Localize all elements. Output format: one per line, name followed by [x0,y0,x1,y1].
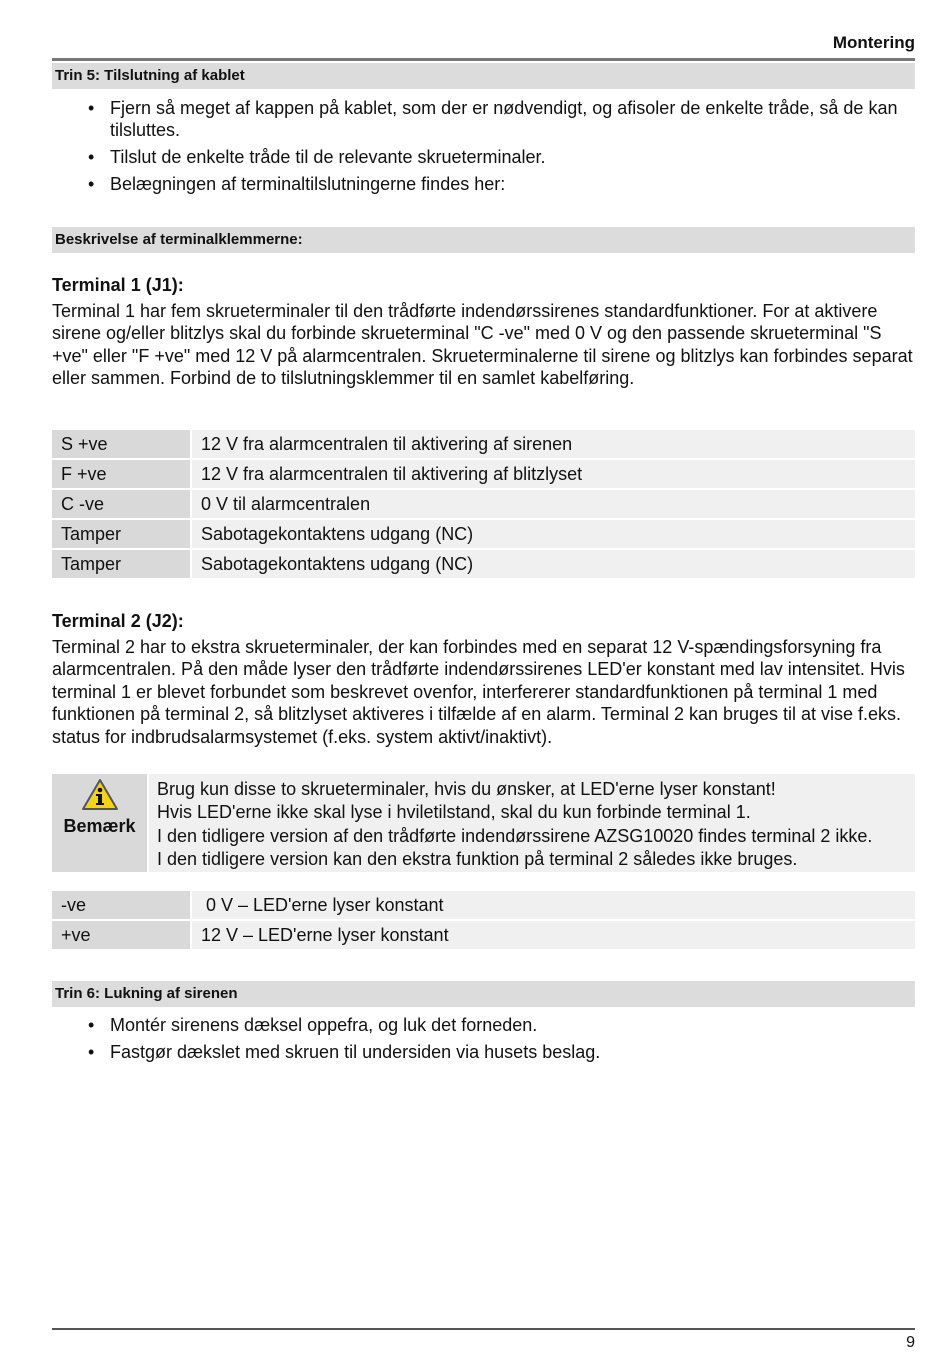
terminal-cell: Tamper [52,550,190,578]
terminal1-heading: Terminal 1 (J1): [52,275,184,295]
terminal2-table [52,889,915,951]
terminal1-table [52,428,915,580]
table-row [52,460,915,488]
terminal2-text: Terminal 2 har to ekstra skrueterminaler, der kan forbindes med en separat 12 V-spændingsforsyning fra alarmcentralen. På den måde lyser den trådførte indendørssirenes LED'er konstant med lav intensitet. Hvis terminal 1 er blevet forbundet som beskrevet ovenfor, interfererer standardfunktionen på terminal 1 med funktionen på terminal 2, så blitzlyset aktiveres i tilfælde af en alarm. Terminal 2 kan bruges til at vise f.eks. status for indbrudsalarmsystemet (f.eks. system aktivt/inaktivt). [52,637,905,747]
note-text [149,774,915,872]
note-line: Hvis LED'erne ikke skal lyse i hviletilstand, skal du kun forbinde terminal 1. [157,801,751,822]
warning-info-icon [81,778,119,812]
description-cell: Sabotagekontaktens udgang (NC) [190,520,915,548]
terminal-cell: Tamper [52,520,190,548]
header-rule [52,58,915,61]
list-item: • Belægningen af terminaltilslutningerne findes her: [88,174,506,194]
list-item: • Fjern så meget af kappen på kablet, som der er nødvendigt, og afisoler de enkelte tråde, så de kan tilsluttes. [88,98,898,140]
page-header-title: Montering [832,33,915,52]
terminal-cell: -ve [52,891,190,919]
table-row [52,891,915,919]
table-row [52,520,915,548]
description-cell: 12 V fra alarmcentralen til aktivering af sirenen [190,430,915,458]
bullet-icon: • [88,1042,95,1062]
description-cell: Sabotagekontaktens udgang (NC) [190,550,915,578]
terminal2-heading: Terminal 2 (J2): [52,611,184,631]
table-row [52,430,915,458]
step5-bullet-list [52,97,915,200]
bullet-icon: • [88,1015,95,1035]
list-item: • Tilslut de enkelte tråde til de relevante skrueterminaler. [88,147,546,167]
page-number: 9 [906,1334,915,1351]
terminal-cell: +ve [52,921,190,949]
bullet-icon: • [88,174,95,194]
bullet-icon: • [88,98,95,118]
note-line: I den tidligere version kan den ekstra funktion på terminal 2 således ikke bruges. [157,848,798,869]
description-cell: 12 V fra alarmcentralen til aktivering af blitzlyset [190,460,915,488]
table-row [52,490,915,518]
description-cell: 0 V til alarmcentralen [190,490,915,518]
note-label-cell [52,774,147,872]
table-row [52,921,915,949]
step5-title: Trin 5: Tilslutning af kablet [52,63,915,89]
list-item: • Fastgør dækslet med skruen til undersiden via husets beslag. [88,1042,601,1062]
terminal-cell: C -ve [52,490,190,518]
bullet-icon: • [88,147,95,167]
step6-title: Trin 6: Lukning af sirenen [52,981,915,1007]
terminal-cell: F +ve [52,460,190,488]
description-cell: 0 V – LED'erne lyser konstant [190,891,915,919]
terminal-description-title: Beskrivelse af terminalklemmerne: [52,227,915,253]
description-cell: 12 V – LED'erne lyser konstant [190,921,915,949]
note-line: I den tidligere version af den trådførte indendørssirene AZSG10020 findes terminal 2 ikke. [157,826,873,846]
note-line: Brug kun disse to skrueterminaler, hvis du ønsker, at LED'erne lyser konstant! [157,779,776,799]
terminal1-text: Terminal 1 har fem skrueterminaler til den trådførte indendørssirenes standardfunktioner. For at aktivere sirene og/eller blitzlys skal du forbinde skrueterminal "C -ve" med 0 V og den passende skrueterminal "S +ve" eller "F +ve" med 12 V på alarmcentralen. Skrueterminalerne til sirene og blitzlys kan forbindes separat eller sammen. Forbind de to tilslutningsklemmer til en samlet kabelføring. [52,301,913,389]
note-label: Bemærk [63,816,136,836]
footer-rule [52,1328,915,1330]
table-row [52,550,915,578]
step6-bullet-list [52,1014,915,1068]
list-item: • Montér sirenens dæksel oppefra, og luk det forneden. [88,1015,538,1035]
terminal-cell: S +ve [52,430,190,458]
note-box [52,774,915,872]
